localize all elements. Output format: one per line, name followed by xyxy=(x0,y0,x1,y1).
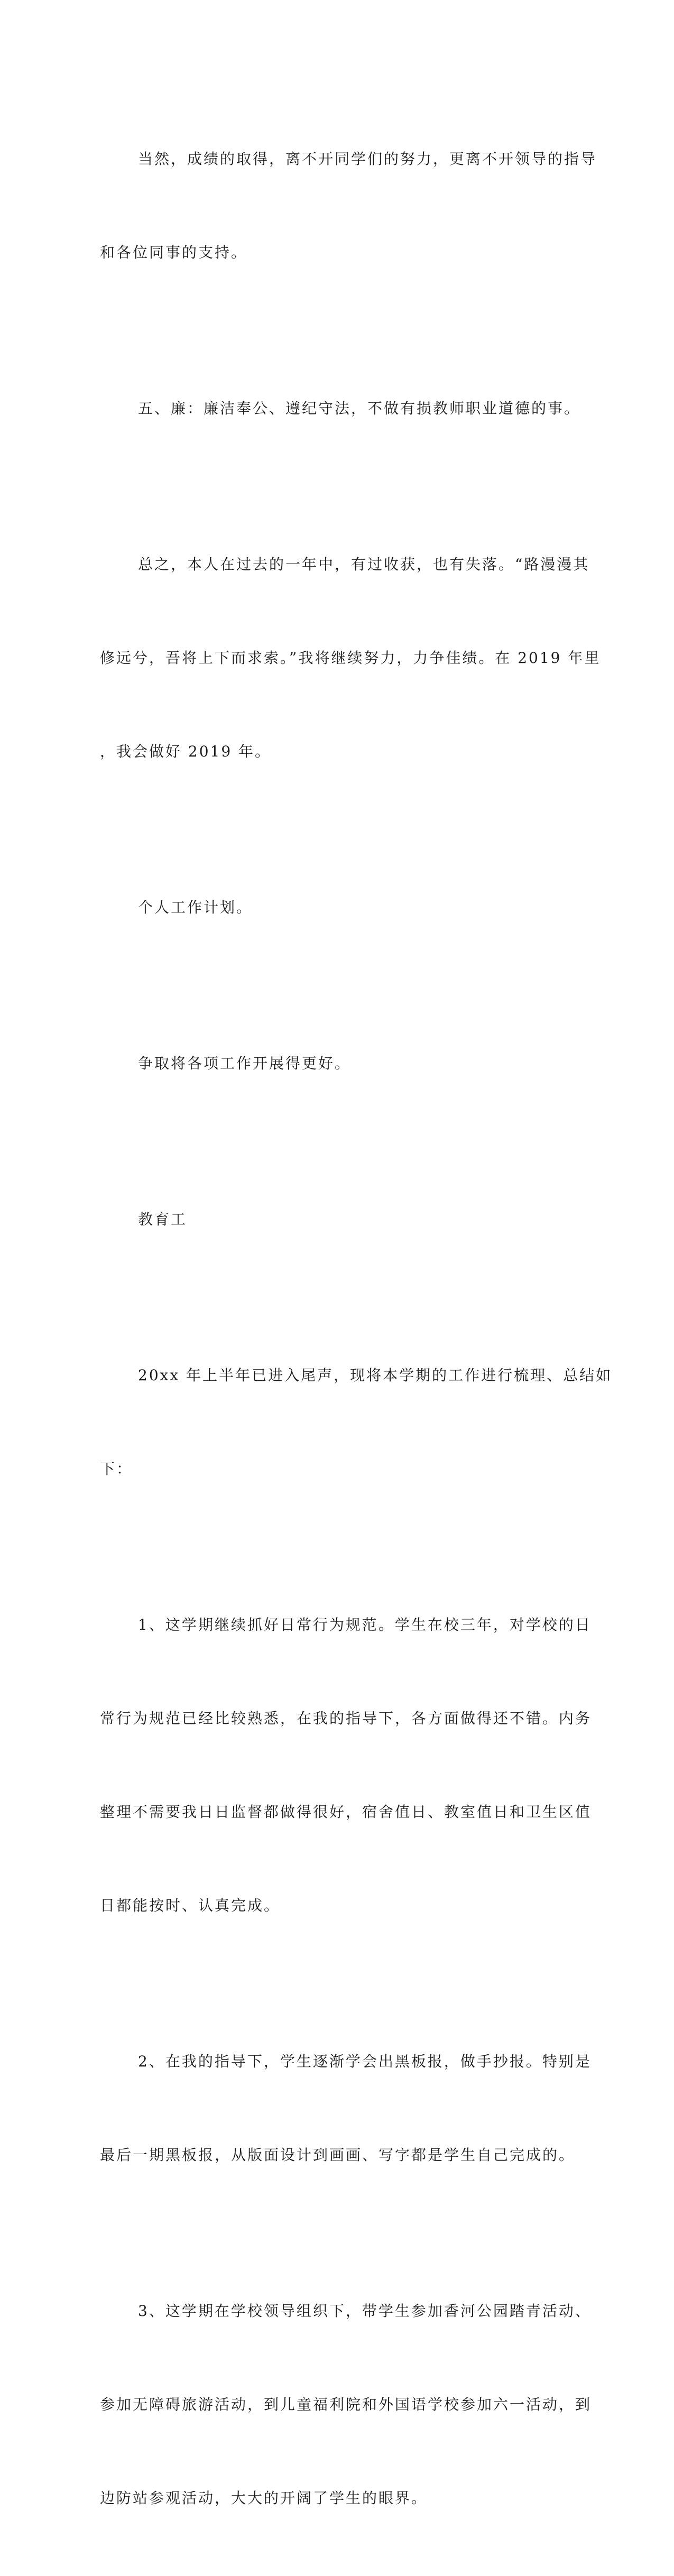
paragraph-plan-goal xyxy=(100,985,576,1141)
paragraph-summary xyxy=(100,486,601,829)
text-line: 1、这学期继续抓好日常行为规范。学生在校三年，对学校的日 xyxy=(138,1616,592,1633)
text-line: 修远兮，吾将上下而求索。”我将继续努力，力争佳绩。在 2019 年里 xyxy=(100,649,601,667)
paragraph-acknowledgement xyxy=(100,81,597,330)
paragraph-plan-title xyxy=(100,829,576,985)
text-line: 参加无障碍旅游活动，到儿童福利院和外国语学校参加六一活动，到 xyxy=(100,2396,592,2413)
paragraph-integrity xyxy=(100,330,581,486)
paragraph-item-1 xyxy=(100,1547,592,1983)
text-line: 争取将各项工作开展得更好。 xyxy=(138,1055,352,1072)
text-line: 个人工作计划。 xyxy=(138,899,253,916)
paragraph-education-heading xyxy=(100,1141,576,1297)
text-line: 五、廉：廉洁奉公、遵纪守法，不做有损教师职业道德的事。 xyxy=(138,400,581,417)
text-line: 总之，本人在过去的一年中，有过收获，也有失落。“路漫漫其 xyxy=(138,556,590,573)
paragraph-item-2 xyxy=(100,1983,592,2233)
paragraph-item-3 xyxy=(100,2233,592,2576)
text-line: 最后一期黑板报，从版面设计到画画、写字都是学生自己完成的。 xyxy=(100,2146,576,2164)
paragraph-semester-intro xyxy=(100,1297,613,1547)
text-line: 当然，成绩的取得，离不开同学们的努力，更离不开领导的指导 xyxy=(138,150,597,168)
text-line: 整理不需要我日日监督都做得很好，宿舍值日、教室值日和卫生区值 xyxy=(100,1803,592,1821)
text-line: 边防站参观活动，大大的开阔了学生的眼界。 xyxy=(100,2489,428,2507)
text-line: ，我会做好 2019 年。 xyxy=(100,743,272,760)
text-line: 2、在我的指导下，学生逐渐学会出黑板报，做手抄报。特别是 xyxy=(138,2053,592,2070)
text-line: 下： xyxy=(100,1460,133,1478)
text-line: 3、这学期在学校领导组织下，带学生参加香河公园踏青活动、 xyxy=(138,2302,592,2320)
text-line: 20xx 年上半年已进入尾声，现将本学期的工作进行梳理、总结如 xyxy=(138,1367,613,1384)
document-body xyxy=(100,81,613,2576)
text-line: 教育工 xyxy=(138,1211,188,1228)
text-line: 常行为规范已经比较熟悉，在我的指导下，各方面做得还不错。内务 xyxy=(100,1710,592,1727)
text-line: 日都能按时、认真完成。 xyxy=(100,1897,281,1914)
text-line: 和各位同事的支持。 xyxy=(100,244,248,261)
